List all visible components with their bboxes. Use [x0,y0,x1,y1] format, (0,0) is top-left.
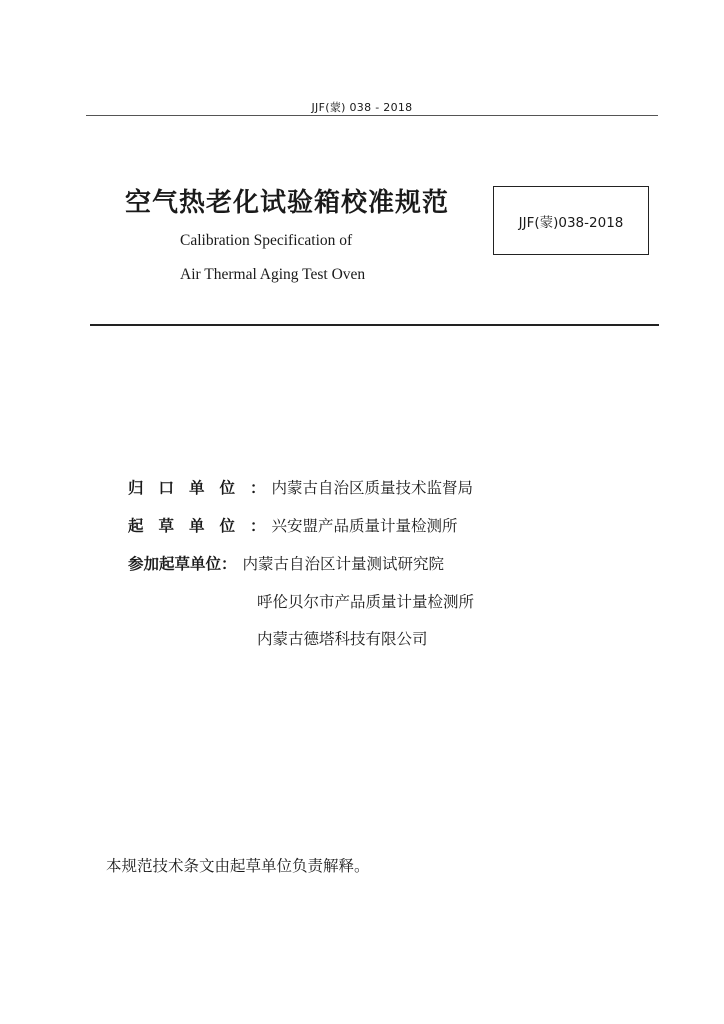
drafting-unit-colon: ： [250,517,266,535]
document-title-cn: 空气热老化试验箱校准规范 [125,188,450,218]
drafting-unit-label: 起草单位 [128,517,251,535]
responsible-unit-label: 归口单位 [128,479,251,497]
participating-unit-colon: ： [221,555,237,573]
participating-unit-row [128,552,444,574]
document-title-en-line2: Air Thermal Aging Test Oven [180,266,366,283]
participating-unit-value-2: 呼伦贝尔市产品质量计量检测所 [257,593,475,611]
responsible-unit-colon: ： [250,479,266,497]
specification-code-box [493,186,649,255]
participating-unit-value-1: 内蒙古自治区计量测试研究院 [242,555,445,573]
participating-unit-value-3: 内蒙古德塔科技有限公司 [257,630,428,648]
drafting-unit-row [128,514,458,536]
header-divider [86,115,658,116]
responsible-unit-value: 内蒙古自治区质量技术监督局 [271,479,474,497]
drafting-unit-value: 兴安盟产品质量计量检测所 [271,517,458,535]
page-header-code: JJF(蒙) 038 - 2018 [311,101,413,114]
specification-code: JJF(蒙)038-2018 [518,214,624,231]
interpretation-note: 本规范技术条文由起草单位负责解释。 [106,857,370,875]
responsible-unit-row [128,476,473,498]
participating-unit-label: 参加起草单位 [128,555,222,573]
document-title-en-line1: Calibration Specification of [180,232,353,249]
title-divider [90,324,659,326]
